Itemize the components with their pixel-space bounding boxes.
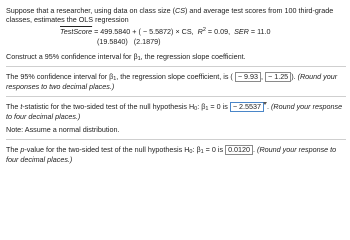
q3-beta-sub: 1	[200, 149, 204, 155]
q2-colon-beta: : β	[197, 102, 206, 111]
ci-lower-input[interactable]: − 9.93	[235, 72, 261, 82]
r-squared-label: R	[197, 27, 203, 36]
task-text: Construct a 95% confidence interval for β	[6, 52, 138, 61]
ser-value: = 11.0	[250, 27, 271, 36]
question-confidence-interval	[6, 72, 346, 91]
problem-intro	[6, 6, 346, 24]
plus-sign: +	[132, 27, 137, 36]
divider	[6, 139, 346, 140]
q1-close: ).	[291, 72, 296, 81]
cs-variable: CS	[175, 6, 186, 15]
t-symbol: t	[20, 102, 23, 111]
regression-equation	[60, 27, 271, 36]
divider	[6, 96, 346, 97]
q1-text: The 95% confidence interval for β	[6, 72, 114, 81]
intro-text-cont: ) and average test scores from 100 third-grade	[185, 6, 334, 15]
se-slope: (2.1879)	[133, 37, 161, 46]
p-value-input[interactable]: 0.0120	[225, 145, 253, 155]
h0-sub: 0	[194, 106, 198, 112]
test-score-hat: TestScore	[60, 27, 93, 36]
q1-rounding-instruction: (Round your responses to two decimal places.)	[6, 72, 338, 91]
q3-h0-sub: 0	[189, 149, 193, 155]
note-text: Note: Assume a normal distribution.	[6, 125, 120, 134]
intercept-estimate: 499.5840	[100, 27, 131, 36]
q1-beta-sub: 1	[113, 76, 117, 82]
p-symbol: p	[20, 145, 25, 154]
equals-sign: =	[94, 27, 99, 36]
q3-text-mid: -value for the two-sided test of the null hypothesis H	[24, 145, 190, 154]
q2-text-mid: -statistic for the two-sided test of the null hypothesis H	[22, 102, 195, 111]
q3-colon-beta: : β	[192, 145, 201, 154]
divider	[6, 66, 346, 67]
intro-text: Suppose that a researcher, using data on class size (	[6, 6, 176, 15]
se-intercept: (19.5840)	[97, 37, 128, 46]
ci-comma: ,	[261, 72, 263, 81]
r-squared-sup: 2	[202, 27, 206, 33]
q2-text: The	[6, 102, 21, 111]
times-cs: × CS,	[175, 27, 194, 36]
beta-sub: 1	[137, 56, 141, 62]
cursor-icon	[263, 102, 267, 105]
q3-period: .	[253, 145, 256, 154]
t-statistic-input[interactable]: − 2.5537	[230, 102, 264, 112]
q3-rounding-instruction: (Round your response to four decimal places.)	[6, 145, 337, 164]
q2-eq-zero: = 0 is	[208, 102, 228, 111]
task-statement	[6, 52, 346, 61]
slope-estimate: ( − 5.5872)	[138, 27, 174, 36]
normal-distribution-note	[6, 125, 346, 134]
q3-text: The	[6, 145, 21, 154]
intro-text-line2: classes, estimates the OLS regression	[6, 15, 129, 24]
q2-beta-sub: 1	[205, 106, 209, 112]
q3-eq-zero: = 0 is	[203, 145, 224, 154]
ser-label: SER	[234, 27, 249, 36]
q1-text-mid: , the regression slope coefficient, is (	[116, 72, 233, 81]
task-text-end: , the regression slope coefficient.	[140, 52, 246, 61]
ci-upper-input[interactable]: − 1.25	[265, 72, 291, 82]
question-p-value	[6, 145, 346, 164]
r-squared-value: = 0.09,	[207, 27, 231, 36]
standard-errors	[97, 37, 161, 46]
q2-rounding-instruction: (Round your response to four decimal places.)	[6, 102, 343, 121]
question-t-statistic: The t-statistic for the two-sided test of the null hypothesis $H_0$: $\beta_1 = 0$ is − 2.5537 . (Round your response to four decimal places.)	[6, 102, 343, 121]
